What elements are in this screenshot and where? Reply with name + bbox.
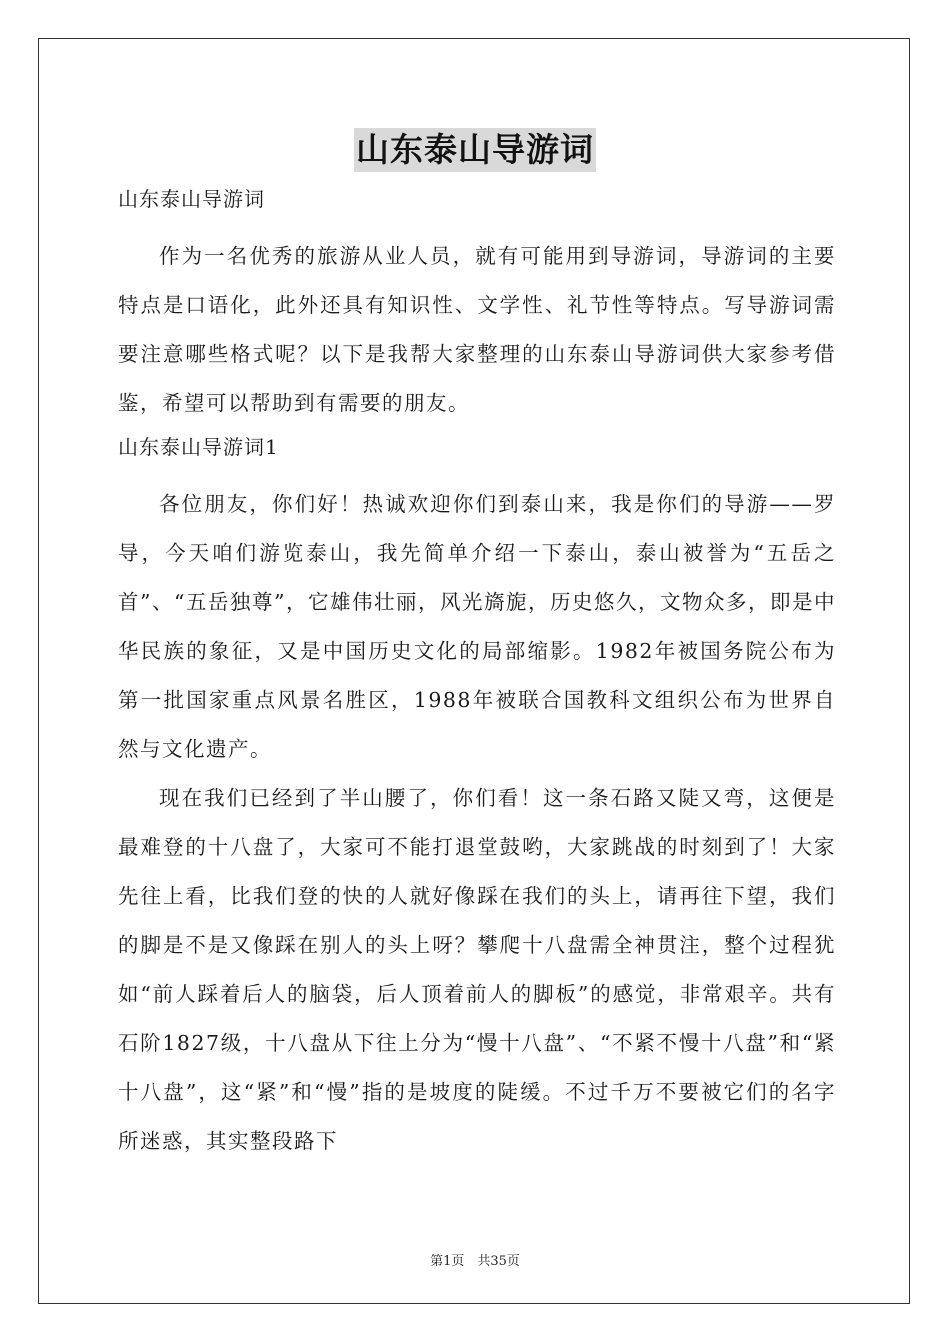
- section-paragraph-1: 各位朋友，你们好！热诚欢迎你们到泰山来，我是你们的导游——罗导，今天咱们游览泰山，我先简单介绍一下泰山，泰山被誉为“五岳之首”、“五岳独尊”，它雄伟壮丽，风光旖旎，历史悠久，文物众多，即是中华民族的象征，又是中国历史文化的局部缩影。1982年被国务院公布为第一批国家重点风景名胜区，1988年被联合国教科文组织公布为世界自然与文化遗产。: [118, 492, 836, 761]
- intro-paragraph: 作为一名优秀的旅游从业人员，就有可能用到导游词，导游词的主要特点是口语化，此外还具有知识性、文学性、礼节性等特点。写导游词需要注意哪些格式呢？以下是我帮大家整理的山东泰山导游词供大家参考借鉴，希望可以帮助到有需要的朋友。: [118, 244, 836, 415]
- document-title: 山东泰山导游词: [354, 128, 596, 172]
- document-subtitle: 山东泰山导游词: [118, 187, 265, 211]
- section-heading: 山东泰山导游词1: [118, 435, 279, 459]
- section-paragraph-2: 现在我们已经到了半山腰了，你们看！这一条石路又陡又弯，这便是最难登的十八盘了，大家可不能打退堂鼓哟，大家跳战的时刻到了！大家先往上看，比我们登的快的人就好像踩在我们的头上，请再往下望，我们的脚是不是又像踩在别人的头上呀？攀爬十八盘需全神贯注，整个过程犹如“前人踩着后人的脑袋，后人顶着前人的脚板”的感觉，非常艰辛。共有石阶1827级，十八盘从下往上分为“慢十八盘”、“不紧不慢十八盘”和“紧十八盘”，这“紧”和“慢”指的是坡度的陡缓。不过千万不要被它们的名字所迷惑，其实整段路下: [118, 786, 836, 1153]
- document-body: [118, 180, 836, 1166]
- page-footer: 第1页 共35页: [430, 1254, 520, 1269]
- document-title-container: [0, 128, 950, 172]
